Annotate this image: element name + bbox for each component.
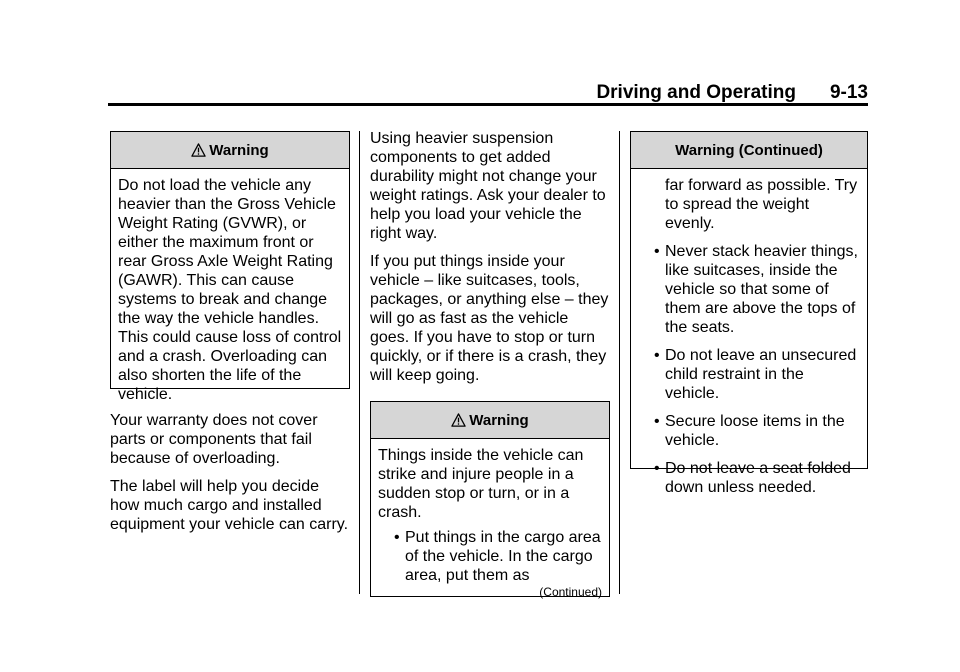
warning-body — [371, 439, 609, 609]
list-item — [638, 459, 860, 497]
paragraph: The label will help you decide how much cargo and installed equipment your vehicle can carry. — [110, 478, 349, 533]
warning-box-2 — [370, 401, 610, 597]
list-item-text: Do not leave a seat folded down unless needed. — [665, 460, 851, 496]
warning-header — [111, 132, 349, 169]
bullet-dot: • — [654, 460, 660, 477]
page-header — [108, 82, 868, 104]
list-item-text: Do not leave an unsecured child restraint in the vehicle. — [665, 347, 857, 402]
warning-title: Warning — [209, 141, 269, 159]
bullet-list — [638, 242, 860, 497]
list-item-text: Put things in the cargo area of the vehicle. In the cargo area, put them as — [405, 529, 601, 584]
list-item — [638, 346, 860, 403]
warning-header — [371, 402, 609, 439]
bullet-dot: • — [654, 243, 660, 260]
bullet-list — [378, 528, 602, 585]
bullet-dot: • — [654, 413, 660, 430]
warning-text: Things inside the vehicle can strike and injure people in a sudden stop or turn, or in a crash. — [378, 447, 584, 521]
list-item-text: Never stack heavier things, like suitcases, inside the vehicle so that some of them are above the tops of the seats. — [665, 243, 858, 336]
column-3 — [630, 131, 868, 496]
bullet-dot: • — [654, 347, 660, 364]
column-divider-1 — [359, 131, 360, 594]
paragraph: If you put things inside your vehicle – like suitcases, tools, packages, or anything else – they will go as fast as the vehicle goes. If you have to stop or turn quickly, or if there is a crash, they will keep going. — [370, 253, 609, 384]
paragraph: Your warranty does not cover parts or components that fail because of overloading. — [110, 412, 318, 467]
warning-header — [631, 132, 867, 169]
header-rule — [108, 103, 868, 106]
continued-note: (Continued) — [539, 585, 602, 599]
list-item — [378, 528, 602, 585]
warning-box-1 — [110, 131, 350, 403]
column-1 — [110, 131, 350, 543]
body-text — [110, 411, 350, 534]
column-2 — [370, 129, 610, 597]
warning-triangle-icon — [191, 143, 206, 158]
warning-body — [111, 169, 349, 417]
warning-title: Warning — [469, 411, 529, 429]
warning-triangle-icon — [451, 413, 466, 428]
page-number: 9-13 — [829, 82, 868, 103]
paragraph: Using heavier suspension components to get added durability might not change your weight ratings. Ask your dealer to help you load your vehicle the right way. — [370, 130, 606, 242]
warning-box-continued — [630, 131, 868, 496]
bullet-dot: • — [394, 529, 400, 546]
list-item — [638, 412, 860, 450]
column-divider-2 — [619, 131, 620, 594]
warning-body — [631, 169, 867, 504]
list-item-text: Secure loose items in the vehicle. — [665, 413, 845, 449]
warning-text: Do not load the vehicle any heavier than the Gross Vehicle Weight Rating (GVWR), or either the maximum front or rear Gross Axle Weight Rating (GAWR). This can cause systems to break and change the way the vehicle handles. This could cause loss of control and a crash. Overloading can also shorten the life of the vehicle. — [118, 177, 342, 403]
section-title: Driving and Operating — [596, 82, 796, 103]
continuation-text: far forward as possible. Try to spread the weight evenly. — [665, 177, 858, 232]
warning-title: Warning (Continued) — [675, 141, 823, 159]
list-item — [638, 242, 860, 337]
